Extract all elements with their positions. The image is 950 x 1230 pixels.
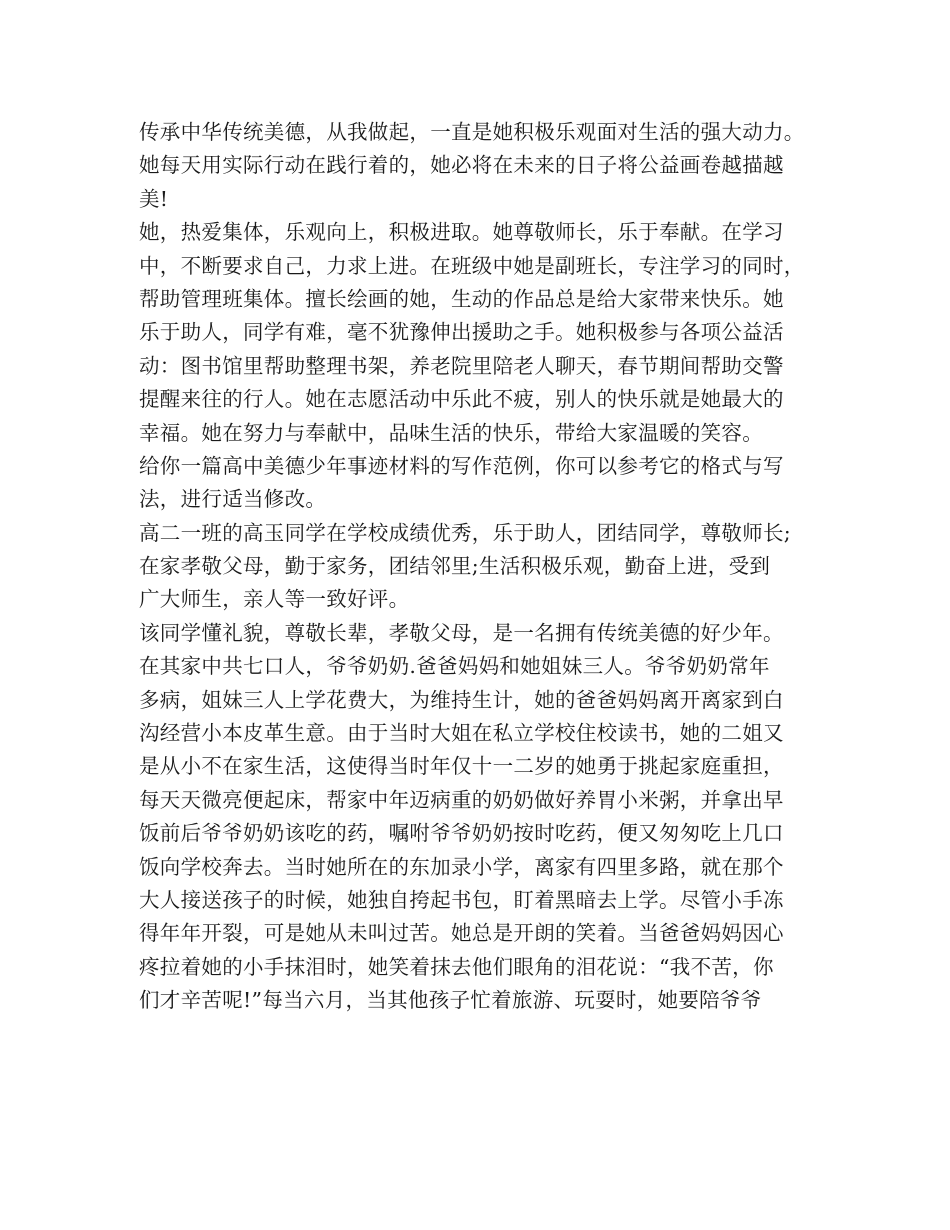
text-line: 高二一班的高玉同学在学校成绩优秀，乐于助人，团结同学，尊敬师长; [139,520,792,545]
text-line: 大人接送孩子的时候，她独自挎起书包，盯着黑暗去上学。尽管小手冻 [139,887,784,912]
text-line: 她每天用实际行动在践行着的，她必将在未来的日子将公益画卷越描越 [139,153,784,178]
text-line: 帮助管理班集体。擅长绘画的她，生动的作品总是给大家带来快乐。她 [139,286,784,311]
text-line: 每天天微亮便起床，帮家中年迈病重的奶奶做好养胃小米粥，并拿出早 [139,787,784,812]
text-line: 动：图书馆里帮助整理书架，养老院里陪老人聊天，春节期间帮助交警 [139,353,784,378]
text-line: 中，不断要求自己，力求上进。在班级中她是副班长，专注学习的同时， [139,253,805,278]
text-line: 该同学懂礼貌，尊敬长辈，孝敬父母，是一名拥有传统美德的好少年。 [139,620,784,645]
text-line: 饭前后爷爷奶奶该吃的药，嘱咐爷爷奶奶按时吃药，便又匆匆吃上几口 [139,821,784,846]
text-line: 是从小不在家生活，这使得当时年仅十一二岁的她勇于挑起家庭重担， [139,754,784,779]
document-body [139,116,819,1018]
text-line: 法，进行适当修改。 [139,487,327,512]
text-line: 多病，姐妹三人上学花费大，为维持生计，她的爸爸妈妈离开离家到白 [139,687,784,712]
text-line: 美! [139,186,169,211]
text-line: 她，热爱集体，乐观向上，积极进取。她尊敬师长，乐于奉献。在学习 [139,220,784,245]
text-line: 们才辛苦呢!”每当六月，当其他孩子忙着旅游、玩耍时，她要陪爷爷 [139,988,762,1013]
text-line: 幸福。她在努力与奉献中，品味生活的快乐，带给大家温暖的笑容。 [139,420,763,445]
text-line: 乐于助人，同学有难，毫不犹豫伸出援助之手。她积极参与各项公益活 [139,320,784,345]
text-line: 传承中华传统美德，从我做起，一直是她积极乐观面对生活的强大动力。 [139,120,805,144]
text-line: 给你一篇高中美德少年事迹材料的写作范例，你可以参考它的格式与写 [139,453,784,478]
text-line: 沟经营小本皮革生意。由于当时大姐在私立学校住校读书，她的二姐又 [139,721,784,746]
text-line: 饭向学校奔去。当时她所在的东加录小学，离家有四里多路，就在那个 [139,854,784,879]
text-line: 广大师生，亲人等一致好评。 [139,587,410,612]
text-line: 疼拉着她的小手抹泪时，她笑着抹去他们眼角的泪花说：“我不苦，你 [139,954,774,979]
text-line: 在其家中共七口人，爷爷奶奶.爸爸妈妈和她姐妹三人。爷爷奶奶常年 [139,654,770,679]
text-line: 得年年开裂，可是她从未叫过苦。她总是开朗的笑着。当爸爸妈妈因心 [139,921,784,946]
text-line: 在家孝敬父母，勤于家务，团结邻里;生活积极乐观，勤奋上进，受到 [139,554,771,579]
text-line: 提醒来往的行人。她在志愿活动中乐此不疲，别人的快乐就是她最大的 [139,387,784,412]
